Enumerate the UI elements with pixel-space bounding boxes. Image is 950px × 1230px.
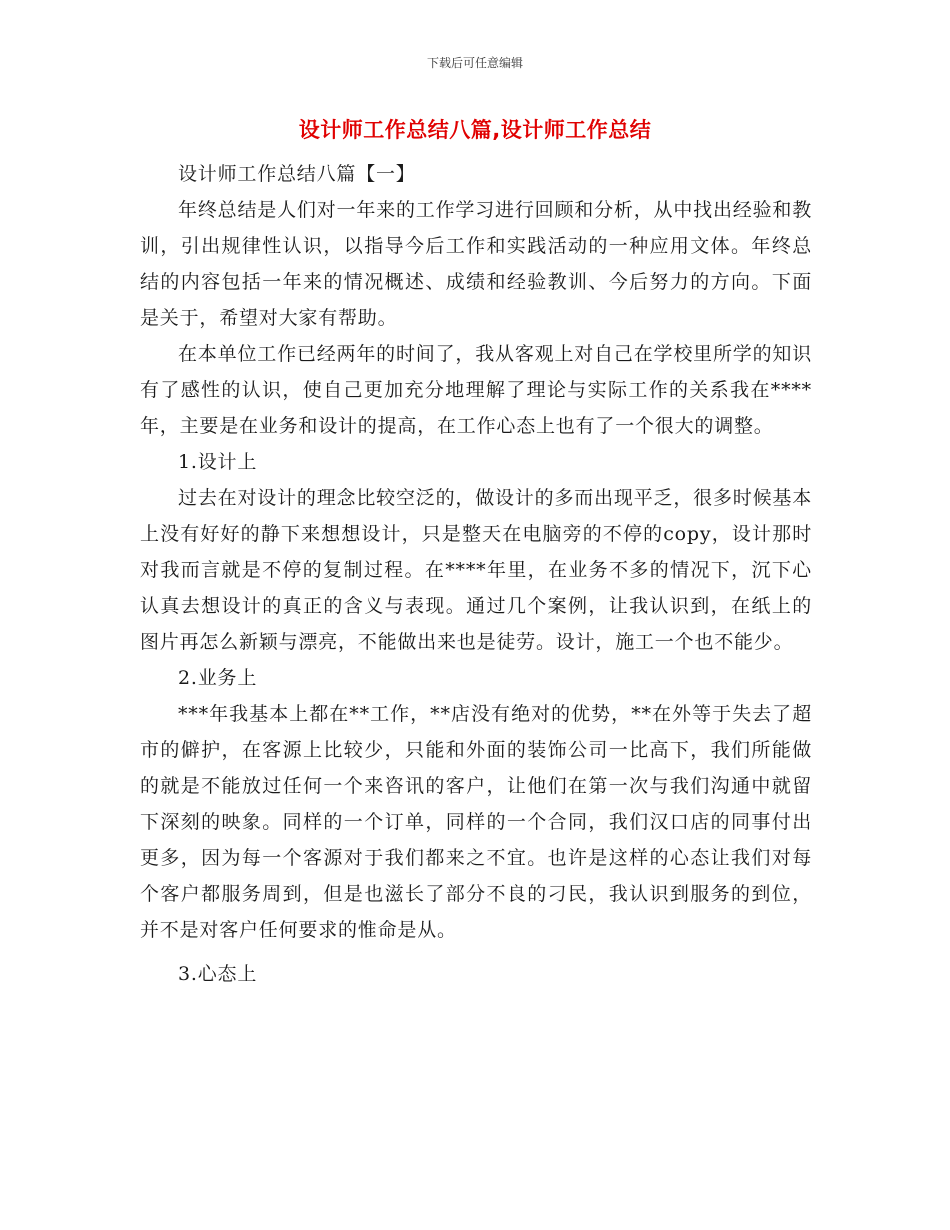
document-title: 设计师工作总结八篇,设计师工作总结 xyxy=(298,118,652,142)
subheading-design: 1.设计上 xyxy=(178,451,258,473)
paragraph-design: 过去在对设计的理念比较空泛的，做设计的多而出现平乏，很多时候基本上没有好好的静下来想想设计，只是整天在电脑旁的不停的copy，设计那时对我而言就是不停的复制过程。在****年里，在业务不多的情况下，沉下心认真去想设计的真正的含义与表现。通过几个案例，让我认识到，在纸上的图片再怎么新颖与漂亮，不能做出来也是徒劳。设计，施工一个也不能少。 xyxy=(140,487,812,653)
paragraph-intro: 年终总结是人们对一年来的工作学习进行回顾和分析，从中找出经验和教训，引出规律性认识，以指导今后工作和实践活动的一种应用文体。年终总结的内容包括一年来的情况概述、成绩和经验教训、今后努力的方向。下面是关于，希望对大家有帮助。 xyxy=(140,199,812,329)
paragraph-business: ***年我基本上都在**工作，**店没有绝对的优势，**在外等于失去了超市的僻护，在客源上比较少，只能和外面的装饰公司一比高下，我们所能做的就是不能放过任何一个来咨讯的客户，让他们在第一次与我们沟通中就留下深刻的映象。同样的一个订单，同样的一个合同，我们汉口店的同事付出更多，因为每一个客源对于我们都来之不宜。也许是这样的心态让我们对每个客户都服务周到，但是也滋长了部分不良的刁民，我认识到服务的到位，并不是对客户任何要求的惟命是从。 xyxy=(140,703,812,941)
section-heading: 设计师工作总结八篇【一】 xyxy=(178,163,416,185)
header-note: 下载后可任意编辑 xyxy=(426,56,523,70)
document-body xyxy=(140,156,812,992)
subheading-business: 2.业务上 xyxy=(178,667,258,689)
paragraph-overview: 在本单位工作已经两年的时间了，我从客观上对自己在学校里所学的知识有了感性的认识，使自己更加充分地理解了理论与实际工作的关系我在****年，主要是在业务和设计的提高，在工作心态上也有了一个很大的调整。 xyxy=(140,343,812,437)
subheading-mindset: 3.心态上 xyxy=(178,963,258,985)
